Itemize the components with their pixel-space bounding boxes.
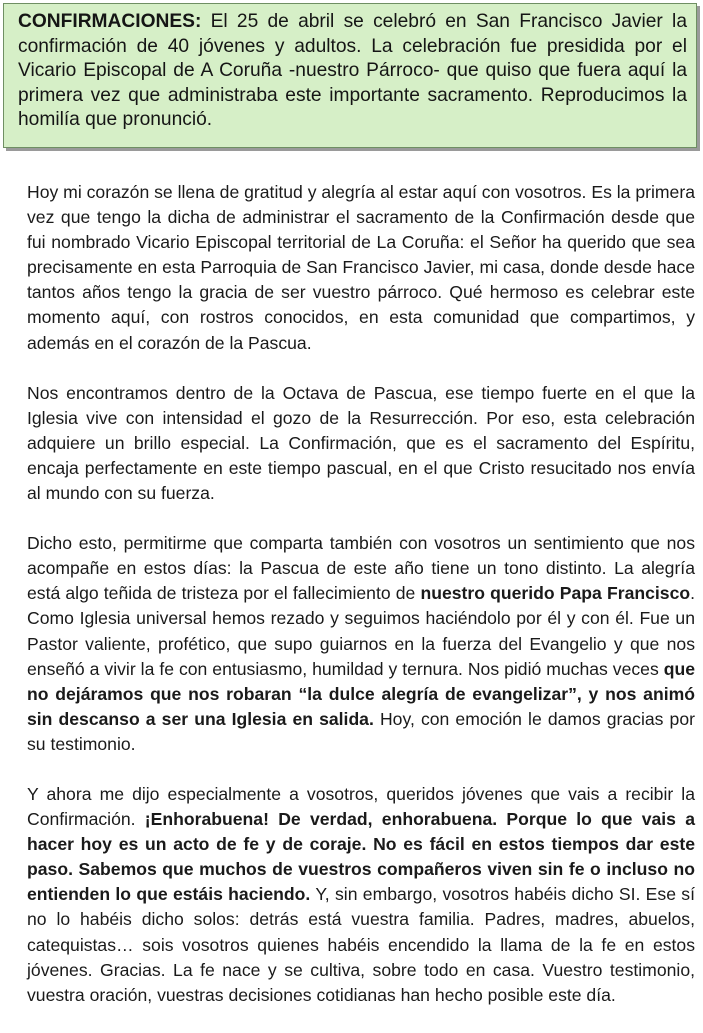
paragraph-3-part-a: Dicho esto, permitirme que comparta también con vosotros un sentimiento que nos acompañe en estos días: la Pascua de este año tiene un tono distinto. La alegría está algo teñida de tristeza por el fallecimiento de <box>27 533 695 604</box>
paragraph-4 <box>27 782 695 1008</box>
homily-text <box>27 180 695 1033</box>
enhorabuena-emphasis: ¡Enhorabuena! De verdad, enhorabuena. Porque lo que vais a hacer hoy es un acto de fe y de coraje. No es fácil en estos tiempos dar este paso. Sabemos que muchos de vuestros compañeros viven sin fe o incluso no entienden lo que estáis haciendo. <box>27 809 695 905</box>
paragraph-4-part-c: Y, sin embargo, vosotros habéis dicho SI. Ese sí no lo habéis dicho solos: detrás está vuestra familia. Padres, madres, abuelos, catequistas… sois vosotros quienes habéis encendido la llama de la fe en estos jóvenes. Gracias. La fe nace y se cultiva, sobre todo en casa. Vuestro testimonio, vuestra oración, vuestras decisiones cotidianas han hecho posible este día. <box>27 884 695 1005</box>
paragraph-3-part-c: . Como Iglesia universal hemos rezado y seguimos haciéndolo por él y con él. Fue un Pastor valiente, profético, que supo guiarnos en la fuerza del Evangelio y que nos enseñó a vivir la fe con entusiasmo, humildad y ternura. Nos pidió muchas veces <box>27 583 695 679</box>
paragraph-2: Nos encontramos dentro de la Octava de Pascua, ese tiempo fuerte en el que la Iglesia vive con intensidad el gozo de la Resurrección. Por eso, esta celebración adquiere un brillo especial. La Confirmación, que es el sacramento del Espíritu, encaja perfectamente en este tiempo pascual, en el que Cristo resucitado nos envía al mundo con su fuerza. <box>27 382 695 504</box>
intro-heading: CONFIRMACIONES: <box>18 11 202 32</box>
intro-box <box>3 3 697 148</box>
dulce-alegria-emphasis: que no dejáramos que nos robaran “la dulce alegría de evangelizar”, y nos animó sin descanso a ser una Iglesia en salida. <box>27 658 695 729</box>
paragraph-1: Hoy mi corazón se llena de gratitud y alegría al estar aquí con vosotros. Es la primera vez que tengo la dicha de administrar el sacramento de la Confirmación desde que fui nombrado Vicario Episcopal territorial de La Coruña: el Señor ha querido que sea precisamente en esta Parroquia de San Francisco Javier, mi casa, donde desde hace tantos años tengo la gracia de ser vuestro párroco. Qué hermoso es celebrar este momento aquí, con rostros conocidos, en esta comunidad que compartimos, y además en el corazón de la Pascua. <box>27 182 695 353</box>
pope-francis-emphasis: nuestro querido Papa Francisco <box>420 583 691 604</box>
intro-text: El 25 de abril se celebró en San Francisco Javier la confirmación de 40 jóvenes y adultos. La celebración fue presidida por el Vicario Episcopal de A Coruña -nuestro Párroco- que quiso que fuera aquí la primera vez que administraba este importante sacramento. Reproducimos la homilía que pronunció. <box>18 11 687 131</box>
paragraph-3 <box>27 531 695 757</box>
paragraph-3-part-e: Hoy, con emoción le damos gracias por su testimonio. <box>27 708 695 754</box>
paragraph-4-part-a: Y ahora me dijo especialmente a vosotros, queridos jóvenes que vais a recibir la Confirmación. <box>27 783 695 830</box>
